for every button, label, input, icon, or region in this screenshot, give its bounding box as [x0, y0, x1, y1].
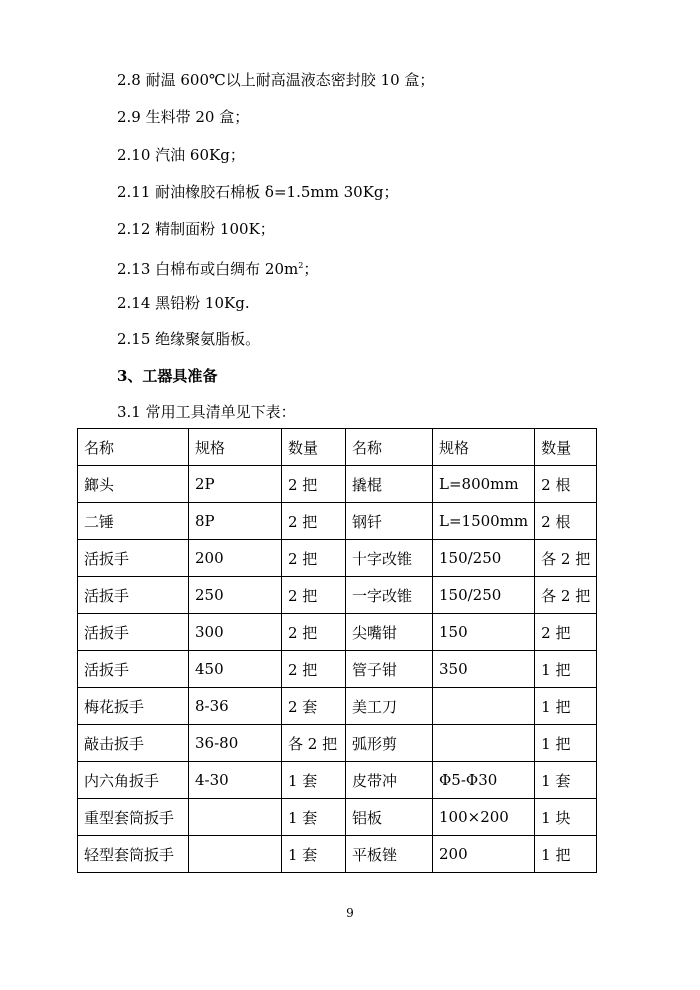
table-cell: 250 [189, 577, 282, 614]
table-cell: 美工刀 [346, 688, 433, 725]
table-cell: 1 套 [535, 762, 597, 799]
table-row [78, 614, 597, 651]
table-cell: 450 [189, 651, 282, 688]
list-item: 2.8 耐温 600℃以上耐高温液态密封胶 10 盒； [117, 71, 435, 89]
table-cell: 活扳手 [78, 540, 189, 577]
table-cell: 36-80 [189, 725, 282, 762]
table-cell: 350 [433, 651, 535, 688]
tools-table [77, 428, 597, 873]
section-heading: 3、工器具准备 [117, 367, 218, 385]
header-cell: 数量 [535, 429, 597, 466]
list-item: 2.9 生料带 20 盒； [117, 108, 250, 126]
table-cell: 2P [189, 466, 282, 503]
list-item-text: 2.13 白棉布或白绸布 20m [117, 260, 299, 278]
list-item: 2.10 汽油 60Kg； [117, 146, 245, 164]
table-cell: 150/250 [433, 540, 535, 577]
table-cell: 鎯头 [78, 466, 189, 503]
table-row [78, 725, 597, 762]
table-cell: 活扳手 [78, 577, 189, 614]
table-row [78, 577, 597, 614]
table-cell [433, 688, 535, 725]
table-cell: 各 2 把 [282, 725, 346, 762]
table-cell: 撬棍 [346, 466, 433, 503]
table-cell: 100×200 [433, 799, 535, 836]
table-cell: 2 把 [282, 540, 346, 577]
table-cell: 1 把 [535, 688, 597, 725]
table-cell: 弧形剪 [346, 725, 433, 762]
table-cell: 2 把 [282, 651, 346, 688]
table-cell: 1 套 [282, 799, 346, 836]
superscript: 2 [298, 261, 304, 270]
table-cell: 内六角扳手 [78, 762, 189, 799]
table-cell: 2 根 [535, 503, 597, 540]
table-cell: 铝板 [346, 799, 433, 836]
table-cell [433, 725, 535, 762]
table-cell: 敲击扳手 [78, 725, 189, 762]
table-cell: 2 把 [282, 577, 346, 614]
table-cell: 各 2 把 [535, 577, 597, 614]
table-cell: L=1500mm [433, 503, 535, 540]
table-cell: 轻型套筒扳手 [78, 836, 189, 873]
table-cell: 皮带冲 [346, 762, 433, 799]
table-cell: 1 把 [535, 725, 597, 762]
table-cell: 2 根 [535, 466, 597, 503]
table-row [78, 836, 597, 873]
table-row [78, 540, 597, 577]
table-cell: 300 [189, 614, 282, 651]
header-cell: 规格 [433, 429, 535, 466]
table-cell: L=800mm [433, 466, 535, 503]
table-cell: 4-30 [189, 762, 282, 799]
table-cell: 150/250 [433, 577, 535, 614]
list-item: 2.11 耐油橡胶石棉板 δ=1.5mm 30Kg； [117, 183, 399, 201]
table-cell: Φ5-Φ30 [433, 762, 535, 799]
table-cell [189, 836, 282, 873]
table-cell: 钢钎 [346, 503, 433, 540]
table-cell: 2 把 [535, 614, 597, 651]
table-cell: 1 把 [535, 836, 597, 873]
table-row [78, 503, 597, 540]
table-row [78, 466, 597, 503]
table-cell: 1 把 [535, 651, 597, 688]
table-cell: 活扳手 [78, 651, 189, 688]
table-cell: 2 把 [282, 614, 346, 651]
table-cell: 1 套 [282, 836, 346, 873]
table-cell: 2 把 [282, 503, 346, 540]
table-cell: 2 套 [282, 688, 346, 725]
table-cell: 200 [433, 836, 535, 873]
table-cell: 二锤 [78, 503, 189, 540]
table-cell: 十字改锥 [346, 540, 433, 577]
list-item: 2.15 绝缘聚氨脂板。 [117, 330, 261, 348]
table-cell: 一字改锥 [346, 577, 433, 614]
table-cell: 8-36 [189, 688, 282, 725]
table-cell: 8P [189, 503, 282, 540]
header-cell: 规格 [189, 429, 282, 466]
sub-heading: 3.1 常用工具清单见下表： [117, 403, 296, 421]
list-item: 2.12 精制面粉 100K； [117, 220, 275, 238]
table-cell: 梅花扳手 [78, 688, 189, 725]
table-cell: 尖嘴钳 [346, 614, 433, 651]
table-row [78, 762, 597, 799]
table-cell: 150 [433, 614, 535, 651]
table-cell [189, 799, 282, 836]
table-header-row [78, 429, 597, 466]
table-row [78, 688, 597, 725]
table-cell: 1 套 [282, 762, 346, 799]
list-item-end: ； [303, 260, 319, 278]
page-number: 9 [346, 906, 354, 920]
table-cell: 2 把 [282, 466, 346, 503]
table-cell: 重型套筒扳手 [78, 799, 189, 836]
table-cell: 各 2 把 [535, 540, 597, 577]
header-cell: 名称 [78, 429, 189, 466]
table-row [78, 799, 597, 836]
table-cell: 200 [189, 540, 282, 577]
table-row [78, 651, 597, 688]
table-cell: 管子钳 [346, 651, 433, 688]
table-cell: 平板锉 [346, 836, 433, 873]
header-cell: 数量 [282, 429, 346, 466]
table-cell: 1 块 [535, 799, 597, 836]
header-cell: 名称 [346, 429, 433, 466]
list-item [117, 256, 318, 279]
list-item: 2.14 黑铅粉 10Kg. [117, 294, 250, 312]
table-cell: 活扳手 [78, 614, 189, 651]
